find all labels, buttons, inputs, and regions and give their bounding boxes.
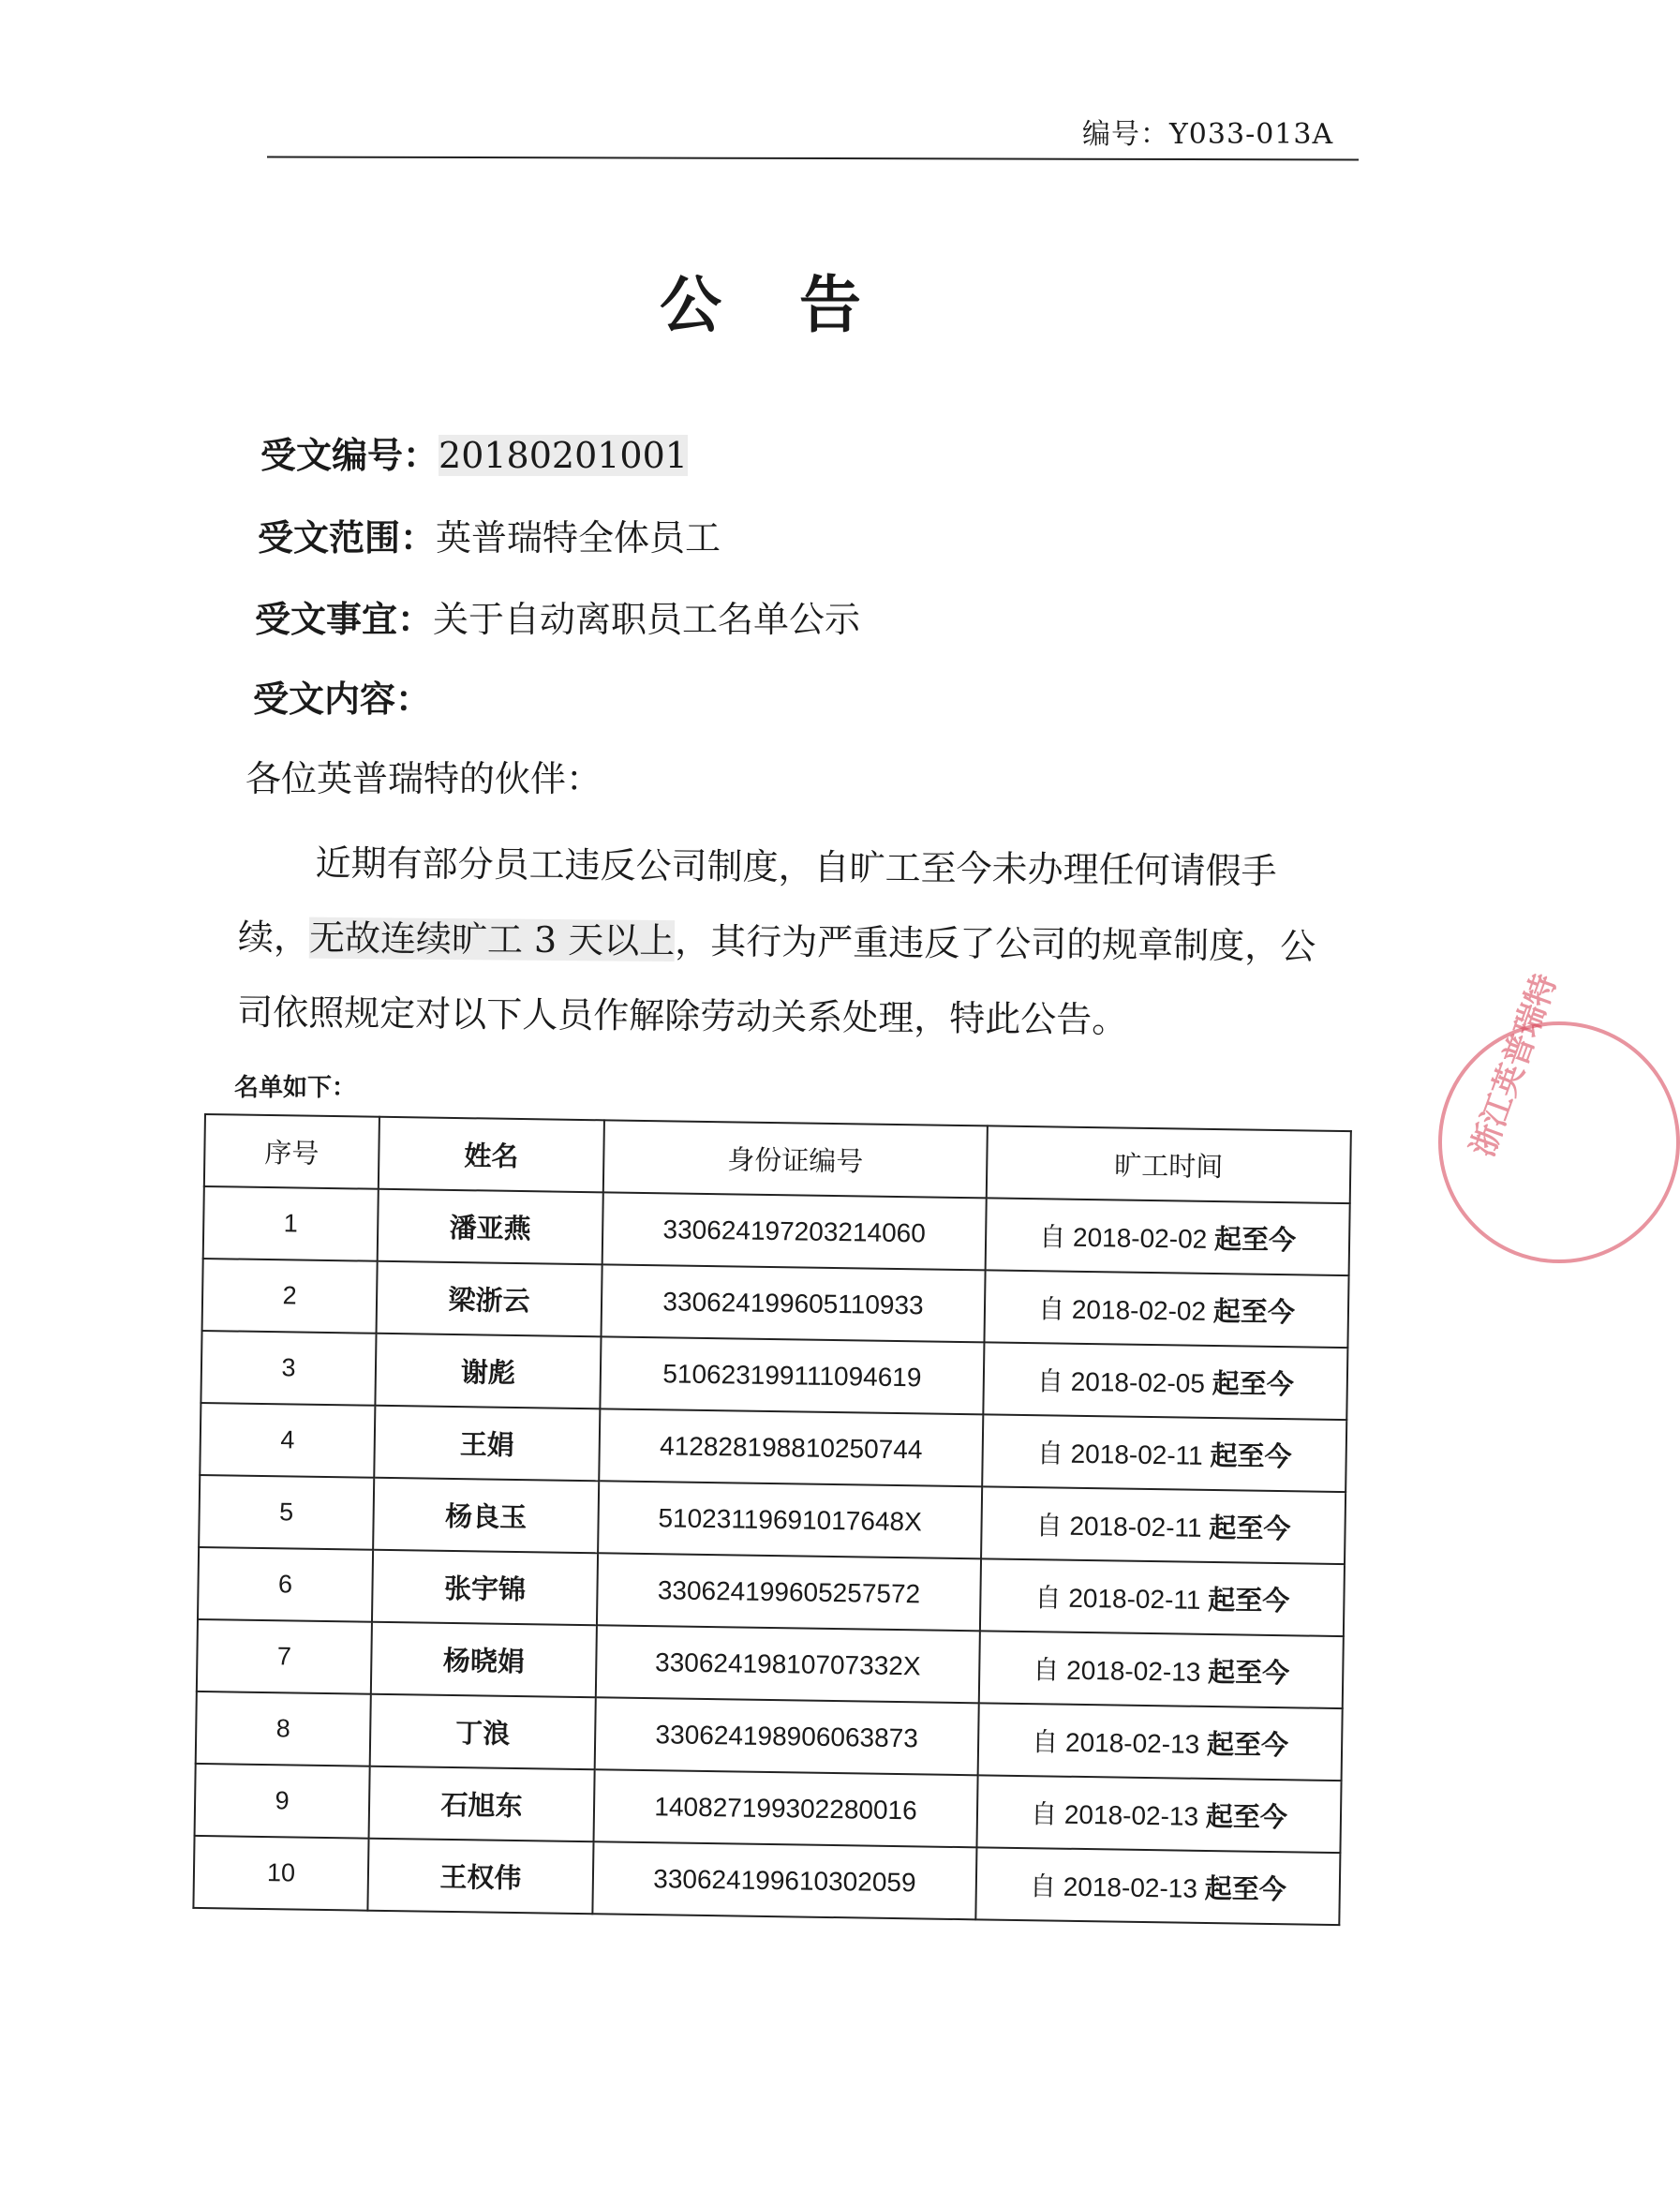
cell-id: 330624198906063873 [595,1697,979,1775]
cell-id: 140827199302280016 [594,1769,978,1847]
cell-seq: 3 [201,1331,376,1406]
time-suffix: 起至今 [1210,1438,1292,1473]
table-body [193,1186,1349,1925]
field-label: 受文编号： [260,435,439,476]
greeting: 各位英普瑞特的伙伴： [245,758,602,799]
cell-name: 石旭东 [369,1766,595,1842]
document-number: 编号：Y033-013A [1082,118,1334,151]
cell-name: 杨良玉 [373,1478,599,1554]
cell-time [980,1558,1345,1636]
cell-seq: 4 [200,1403,375,1478]
cell-time [981,1486,1345,1564]
time-text: 自 2018-02-11 [1036,1438,1211,1470]
cell-id: 33062419810707332X [596,1625,980,1703]
header-divider [267,156,1359,160]
cell-id: 330624199610302059 [592,1841,976,1919]
cell-name: 王权伟 [367,1839,593,1915]
field-content [253,670,431,722]
column-header-time: 旷工时间 [987,1125,1351,1203]
cell-id: 330624197203214060 [602,1192,987,1270]
time-suffix: 起至今 [1208,1583,1290,1617]
column-header-id: 身份证编号 [603,1120,988,1198]
cell-time [978,1703,1343,1781]
cell-id: 412828198810250744 [599,1408,983,1486]
cell-name: 张宇锦 [372,1550,598,1626]
time-text: 自 2018-02-05 [1036,1366,1212,1398]
cell-id: 330624199605257572 [597,1553,981,1631]
cell-name: 谢彪 [375,1334,601,1409]
company-seal [1438,969,1565,1246]
cell-time [976,1775,1341,1853]
time-text: 自 2018-02-13 [1032,1727,1208,1759]
column-header-seq: 序号 [204,1114,379,1189]
body-text-part: 近期有部分员工违反公司制度，自旷工至今未办理任何请假手续， [237,842,1277,959]
cell-seq: 6 [198,1547,373,1622]
cell-name: 杨晓娟 [371,1622,597,1698]
time-text: 自 2018-02-02 [1037,1294,1214,1326]
notice-title: 公 告 [660,269,889,341]
body-text-part: ，其行为严重违反了公司的规章制度，公司依照规定对以下人员作解除劳动关系处理，特此公告。 [237,920,1316,1041]
cell-time [975,1847,1340,1925]
field-value: 20180201001 [439,435,688,476]
time-text: 自 2018-02-11 [1035,1511,1210,1543]
field-scope [258,509,721,560]
cell-seq: 9 [195,1764,370,1839]
time-text: 自 2018-02-13 [1030,1799,1207,1831]
body-text-highlight: 无故连续旷工 3 天以上 [308,917,676,962]
notice-body [237,825,1335,1059]
time-suffix: 起至今 [1209,1511,1291,1545]
field-value: 关于自动离职员工名单公示 [433,599,861,640]
cell-time [984,1270,1348,1348]
field-label: 受文范围： [258,517,437,559]
field-document-number [260,426,688,478]
time-suffix: 起至今 [1207,1655,1290,1690]
roster-table [192,1113,1351,1926]
time-suffix: 起至今 [1204,1871,1286,1906]
roster-table-wrap [192,1113,1351,1926]
cell-name: 王娟 [374,1406,600,1482]
cell-name: 梁浙云 [377,1261,602,1337]
cell-seq: 10 [193,1836,368,1911]
field-label: 受文事宜： [255,599,434,640]
time-text: 自 2018-02-13 [1029,1871,1205,1903]
field-subject [255,590,860,642]
cell-seq: 1 [203,1186,379,1261]
time-suffix: 起至今 [1212,1366,1294,1401]
list-caption: 名单如下： [234,1074,357,1102]
cell-seq: 8 [196,1692,371,1766]
field-label: 受文内容： [253,678,432,720]
seal-text: 浙江英普瑞特 [1464,969,1565,1162]
cell-id: 51023119691017648X [598,1481,982,1558]
time-text: 自 2018-02-11 [1034,1583,1209,1615]
cell-time [986,1198,1350,1275]
cell-name: 潘亚燕 [378,1189,603,1265]
cell-time [983,1342,1347,1420]
cell-id: 510623199111094619 [600,1336,984,1414]
cell-seq: 2 [202,1259,378,1334]
time-suffix: 起至今 [1205,1799,1288,1834]
cell-id: 330624199605110933 [602,1264,986,1342]
time-text: 自 2018-02-13 [1033,1655,1209,1687]
time-suffix: 起至今 [1212,1295,1296,1329]
cell-seq: 5 [199,1475,374,1550]
cell-seq: 7 [197,1619,372,1694]
cell-time [979,1631,1344,1708]
column-header-name: 姓名 [379,1117,604,1193]
time-text: 自 2018-02-02 [1039,1222,1215,1255]
time-suffix: 起至今 [1213,1223,1297,1257]
time-suffix: 起至今 [1206,1727,1289,1762]
cell-name: 丁浪 [370,1694,596,1770]
field-value: 英普瑞特全体员工 [436,517,721,559]
cell-time [982,1414,1346,1492]
